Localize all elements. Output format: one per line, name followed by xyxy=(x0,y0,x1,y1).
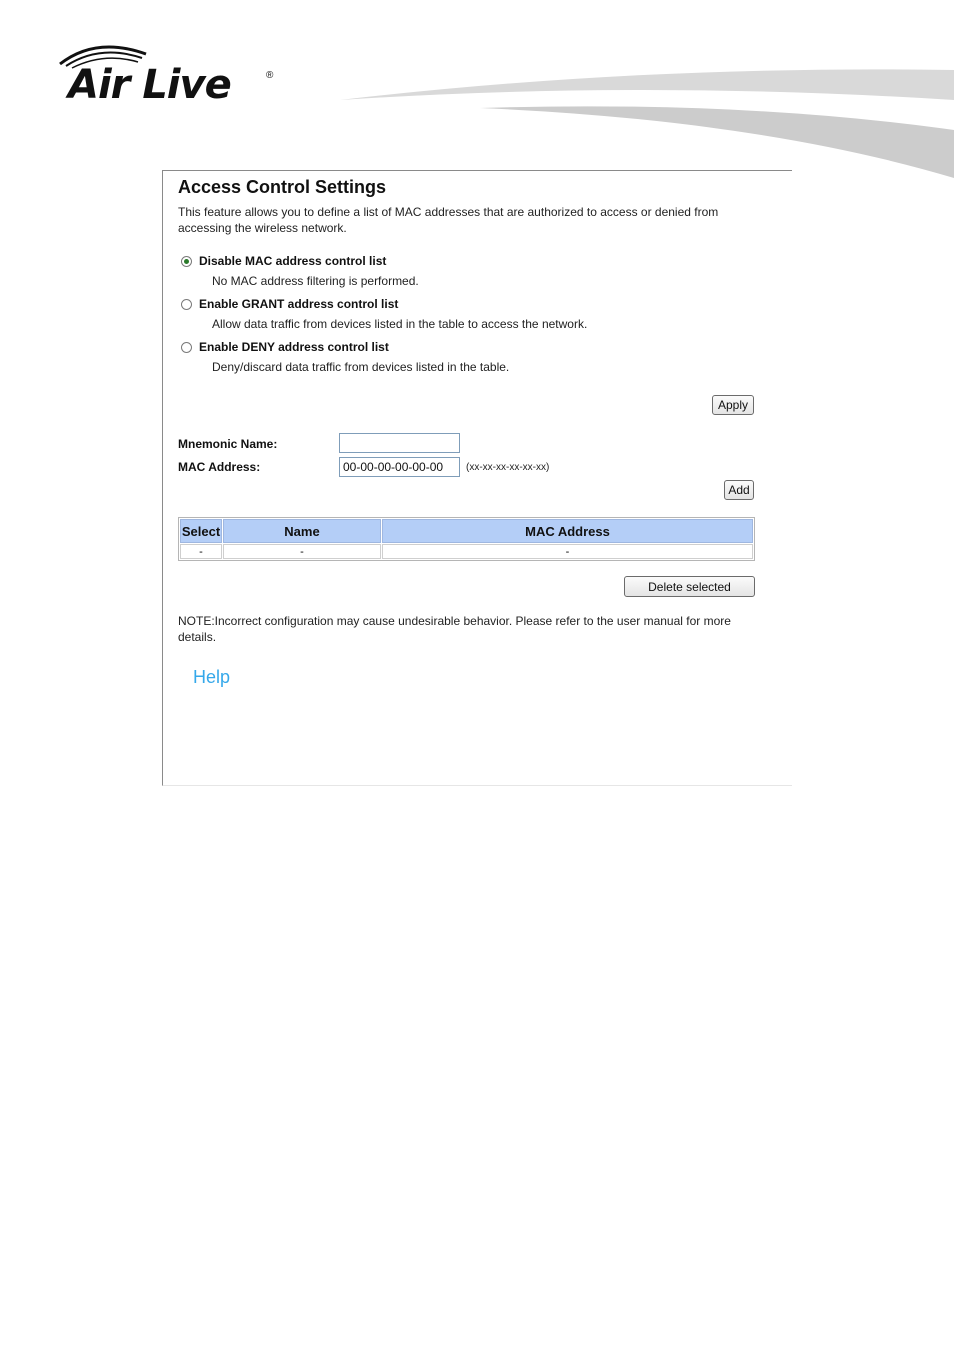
column-header-mac: MAC Address xyxy=(382,519,753,543)
airlive-logo xyxy=(56,40,286,110)
intro-text: This feature allows you to define a list of MAC addresses that are authorized to access or denied from accessing the wireless network. xyxy=(178,205,719,235)
mac-table xyxy=(178,517,755,561)
radio-disable[interactable] xyxy=(181,256,192,267)
add-button[interactable]: Add xyxy=(724,480,754,500)
page-title: Access Control Settings xyxy=(178,177,387,197)
apply-button[interactable]: Apply xyxy=(712,395,754,415)
help-link[interactable]: Help xyxy=(193,667,231,687)
table-header-row xyxy=(180,519,753,543)
mac-format-hint: (xx-xx-xx-xx-xx-xx) xyxy=(466,462,550,473)
cell-name: - xyxy=(223,544,381,559)
option-grant-desc: Allow data traffic from devices listed in the table to access the network. xyxy=(212,317,588,331)
option-deny-desc: Deny/discard data traffic from devices listed in the table. xyxy=(212,360,510,374)
mnemonic-input[interactable] xyxy=(339,433,460,453)
option-deny-label: Enable DENY address control list xyxy=(199,340,389,354)
column-header-name: Name xyxy=(223,519,381,543)
option-grant[interactable] xyxy=(181,297,398,311)
mac-label: MAC Address: xyxy=(178,460,261,474)
option-grant-label: Enable GRANT address control list xyxy=(199,297,399,311)
option-disable-label: Disable MAC address control list xyxy=(199,254,387,268)
note-text: NOTE:Incorrect configuration may cause undesirable behavior. Please refer to the user manual for more details. xyxy=(178,614,731,644)
table-row xyxy=(180,544,753,559)
delete-selected-button[interactable]: Delete selected xyxy=(624,576,755,597)
mnemonic-label: Mnemonic Name: xyxy=(178,437,278,451)
access-control-panel xyxy=(162,170,792,786)
radio-deny[interactable] xyxy=(181,342,192,353)
option-disable-desc: No MAC address filtering is performed. xyxy=(212,274,419,288)
column-header-select: Select xyxy=(180,519,222,543)
mac-input[interactable] xyxy=(339,457,460,477)
logo-text: Air Live xyxy=(68,62,231,108)
option-disable[interactable] xyxy=(181,254,386,268)
registered-mark: ® xyxy=(266,70,274,81)
cell-select: - xyxy=(180,544,222,559)
cell-mac: - xyxy=(382,544,753,559)
radio-grant[interactable] xyxy=(181,299,192,310)
option-deny[interactable] xyxy=(181,340,389,354)
